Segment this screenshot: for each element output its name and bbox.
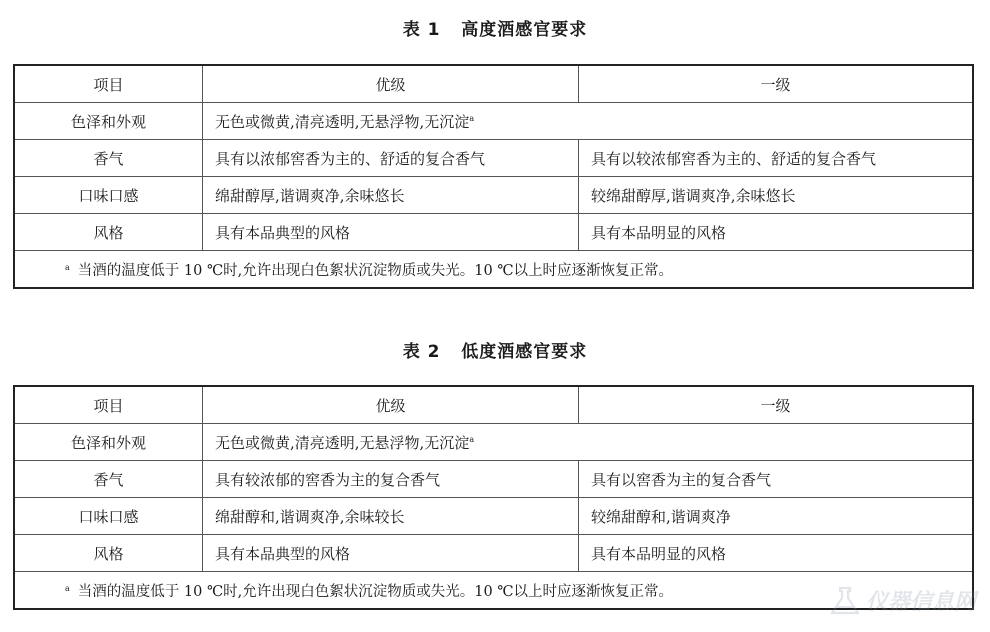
header-superior: 优级 (203, 65, 579, 103)
footnote-ref: a (469, 434, 475, 444)
row-item: 色泽和外观 (14, 103, 203, 140)
row-superior: 绵甜醇厚,谐调爽净,余味悠长 (203, 177, 579, 214)
table-row (14, 177, 973, 214)
row-first: 具有本品明显的风格 (579, 535, 974, 572)
footnote-mark: a (65, 583, 70, 593)
table-2-title: 表 2 低度酒感官要求 (402, 342, 588, 362)
table-header-row (14, 65, 973, 103)
value-text: 无色或微黄,清亮透明,无悬浮物,无沉淀 (215, 112, 470, 131)
table-row (14, 535, 973, 572)
row-item: 香气 (14, 140, 203, 177)
watermark-text: 仪器信息网 (865, 590, 976, 615)
table-footnote-row (14, 251, 973, 289)
row-superior: 具有本品典型的风格 (203, 214, 579, 251)
table-1-high-proof-sensory (13, 64, 974, 289)
row-first: 较绵甜醇和,谐调爽净 (579, 498, 974, 535)
table-header-row (14, 386, 973, 424)
table-2-low-proof-sensory (13, 385, 974, 610)
table-row (14, 461, 973, 498)
footnote-cell (14, 572, 973, 610)
row-value-merged (203, 424, 974, 461)
row-item: 色泽和外观 (14, 424, 203, 461)
table-row (14, 424, 973, 461)
row-first: 具有以较浓郁窖香为主的、舒适的复合香气 (579, 140, 974, 177)
row-superior: 具有以浓郁窖香为主的、舒适的复合香气 (203, 140, 579, 177)
table-footnote-row (14, 572, 973, 610)
row-first: 较绵甜醇厚,谐调爽净,余味悠长 (579, 177, 974, 214)
footnote-mark: a (65, 262, 70, 272)
header-item: 项目 (14, 65, 203, 103)
row-item: 口味口感 (14, 177, 203, 214)
row-item: 风格 (14, 535, 203, 572)
header-first: 一级 (579, 65, 974, 103)
footnote-cell (14, 251, 973, 289)
row-item: 风格 (14, 214, 203, 251)
header-superior: 优级 (203, 386, 579, 424)
header-first: 一级 (579, 386, 974, 424)
row-superior: 具有较浓郁的窖香为主的复合香气 (203, 461, 579, 498)
row-item: 口味口感 (14, 498, 203, 535)
row-first: 具有本品明显的风格 (579, 214, 974, 251)
value-text: 无色或微黄,清亮透明,无悬浮物,无沉淀 (215, 433, 470, 452)
footnote-text: 当酒的温度低于 10 ℃时,允许出现白色絮状沉淀物质或失光。10 ℃以上时应逐渐恢复正常。 (77, 262, 674, 279)
table-row (14, 214, 973, 251)
row-superior: 具有本品典型的风格 (203, 535, 579, 572)
row-superior: 绵甜醇和,谐调爽净,余味较长 (203, 498, 579, 535)
row-item: 香气 (14, 461, 203, 498)
row-first: 具有以窖香为主的复合香气 (579, 461, 974, 498)
table-row (14, 498, 973, 535)
header-item: 项目 (14, 386, 203, 424)
table-row (14, 103, 973, 140)
row-value-merged (203, 103, 974, 140)
table-1-title: 表 1 高度酒感官要求 (402, 20, 588, 40)
footnote-ref: a (469, 113, 475, 123)
table-row (14, 140, 973, 177)
footnote-text: 当酒的温度低于 10 ℃时,允许出现白色絮状沉淀物质或失光。10 ℃以上时应逐渐恢复正常。 (77, 583, 674, 600)
